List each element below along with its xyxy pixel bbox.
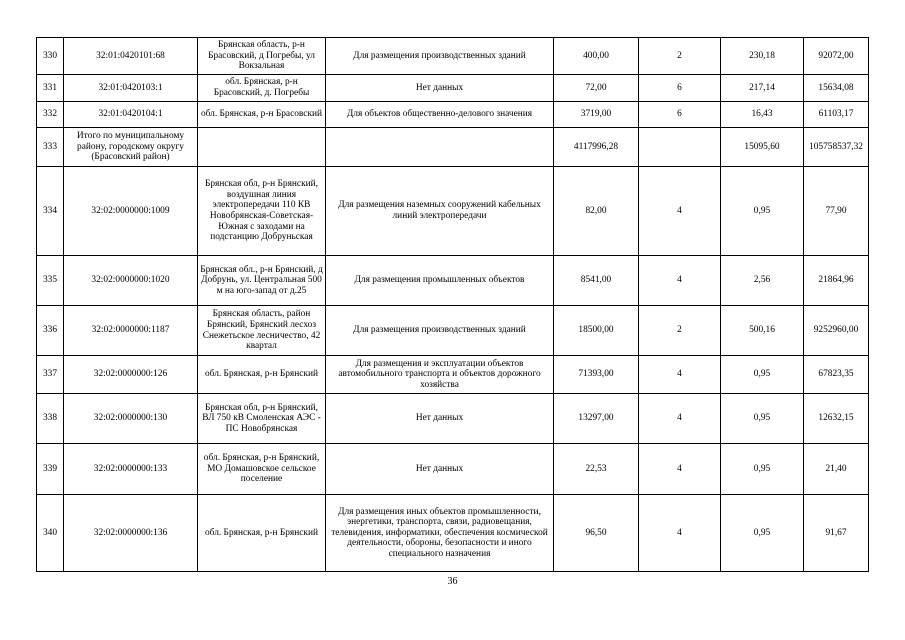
total-rate: 15095,60 (721, 128, 804, 167)
group: 4 (639, 495, 721, 572)
area: 72,00 (554, 75, 639, 102)
cadastral-value: 92072,00 (804, 38, 869, 75)
cadastral-value: 15634,08 (804, 75, 869, 102)
permitted-use: Для размещения наземных сооружений кабельных линий электропередачи (326, 167, 554, 256)
cadastral-number: 32:01:0420103:1 (64, 75, 198, 102)
cadastral-number: 32:02:0000000:130 (64, 394, 198, 444)
permitted-use: Нет данных (326, 394, 554, 444)
cadastral-value: 12632,15 (804, 394, 869, 444)
address: обл. Брянская, р-н Брянский, МО Домашовское сельское поселение (198, 444, 326, 495)
group: 4 (639, 394, 721, 444)
group: 4 (639, 167, 721, 256)
cadastral-value: 91,67 (804, 495, 869, 572)
rate: 0,95 (721, 167, 804, 256)
permitted-use: Для объектов общественно-делового значения (326, 102, 554, 128)
address (198, 128, 326, 167)
cadastral-number: 32:02:0000000:136 (64, 495, 198, 572)
rate: 500,16 (721, 306, 804, 356)
cadastral-number: 32:02:0000000:1009 (64, 167, 198, 256)
area: 22,53 (554, 444, 639, 495)
row-number: 337 (37, 356, 64, 394)
total-label: Итого по муниципальному району, городскому округу (Брасовский район) (64, 128, 198, 167)
cadastral-value: 77,90 (804, 167, 869, 256)
table-row (37, 102, 869, 128)
rate: 2,56 (721, 256, 804, 306)
address: Брянская обл, р-н Брянский, воздушная линия электропередачи 110 КВ Новобрянская-Советская-Южная с заходами на подстанцию Добруньская (198, 167, 326, 256)
cadastral-value: 61103,17 (804, 102, 869, 128)
row-number: 330 (37, 38, 64, 75)
cadastral-number: 32:02:0000000:126 (64, 356, 198, 394)
group: 2 (639, 306, 721, 356)
group (639, 128, 721, 167)
area: 13297,00 (554, 394, 639, 444)
row-number: 336 (37, 306, 64, 356)
table-row (37, 444, 869, 495)
rate: 0,95 (721, 444, 804, 495)
table-row (37, 38, 869, 75)
area: 71393,00 (554, 356, 639, 394)
permitted-use: Нет данных (326, 75, 554, 102)
cadastral-value: 67823,35 (804, 356, 869, 394)
permitted-use: Для размещения производственных зданий (326, 38, 554, 75)
rate: 0,95 (721, 495, 804, 572)
group: 6 (639, 102, 721, 128)
cadastral-number: 32:02:0000000:1020 (64, 256, 198, 306)
address: обл. Брянская, р-н Брасовский, д. Погребы (198, 75, 326, 102)
address: обл. Брянская, р-н Брянский (198, 495, 326, 572)
row-number: 334 (37, 167, 64, 256)
cadastral-number: 32:02:0000000:133 (64, 444, 198, 495)
area: 96,50 (554, 495, 639, 572)
cadastral-value-table (36, 37, 869, 572)
group: 4 (639, 256, 721, 306)
area: 400,00 (554, 38, 639, 75)
address: Брянская обл., р-н Брянский, д Добрунь, ул. Центральная 500 м на юго-запад от д.25 (198, 256, 326, 306)
rate: 230,18 (721, 38, 804, 75)
permitted-use: Для размещения и эксплуатации объектов автомобильного транспорта и объектов дорожного хозяйства (326, 356, 554, 394)
permitted-use (326, 128, 554, 167)
row-number: 338 (37, 394, 64, 444)
table-row (37, 167, 869, 256)
address: обл. Брянская, р-н Брянский (198, 356, 326, 394)
rate: 217,14 (721, 75, 804, 102)
table-row (37, 356, 869, 394)
group: 2 (639, 38, 721, 75)
permitted-use: Нет данных (326, 444, 554, 495)
cadastral-number: 32:02:0000000:1187 (64, 306, 198, 356)
row-number: 333 (37, 128, 64, 167)
address: Брянская область, район Брянский, Брянский лесхоз Снежетьское лесничество, 42 квартал (198, 306, 326, 356)
total-cadastral-value: 105758537,32 (804, 128, 869, 167)
area: 18500,00 (554, 306, 639, 356)
rate: 16,43 (721, 102, 804, 128)
total-area: 4117996,28 (554, 128, 639, 167)
cadastral-number: 32:01:0420101:68 (64, 38, 198, 75)
cadastral-value: 9252960,00 (804, 306, 869, 356)
cadastral-number: 32:01:0420104:1 (64, 102, 198, 128)
address: Брянская область, р-н Брасовский, д Погребы, ул Вокзальная (198, 38, 326, 75)
table-row-total (37, 128, 869, 167)
permitted-use: Для размещения производственных зданий (326, 306, 554, 356)
address: обл. Брянская, р-н Брасовский (198, 102, 326, 128)
group: 6 (639, 75, 721, 102)
group: 4 (639, 356, 721, 394)
table-row (37, 75, 869, 102)
page-number: 36 (447, 576, 458, 587)
cadastral-value: 21,40 (804, 444, 869, 495)
permitted-use: Для размещения иных объектов промышленности, энергетики, транспорта, связи, радиовещания, телевидения, информатики, обеспечения космической деятельности, обороны, безопасности и иного специального назначения (326, 495, 554, 572)
row-number: 331 (37, 75, 64, 102)
area: 82,00 (554, 167, 639, 256)
cadastral-value: 21864,96 (804, 256, 869, 306)
permitted-use: Для размещения промышленных объектов (326, 256, 554, 306)
group: 4 (639, 444, 721, 495)
row-number: 332 (37, 102, 64, 128)
table-row (37, 256, 869, 306)
row-number: 335 (37, 256, 64, 306)
area: 3719,00 (554, 102, 639, 128)
row-number: 340 (37, 495, 64, 572)
table-row (37, 394, 869, 444)
rate: 0,95 (721, 394, 804, 444)
rate: 0,95 (721, 356, 804, 394)
table-row (37, 306, 869, 356)
area: 8541,00 (554, 256, 639, 306)
address: Брянская обл, р-н Брянский, ВЛ 750 кВ Смоленская АЭС - ПС Новобрянская (198, 394, 326, 444)
row-number: 339 (37, 444, 64, 495)
table-row (37, 495, 869, 572)
